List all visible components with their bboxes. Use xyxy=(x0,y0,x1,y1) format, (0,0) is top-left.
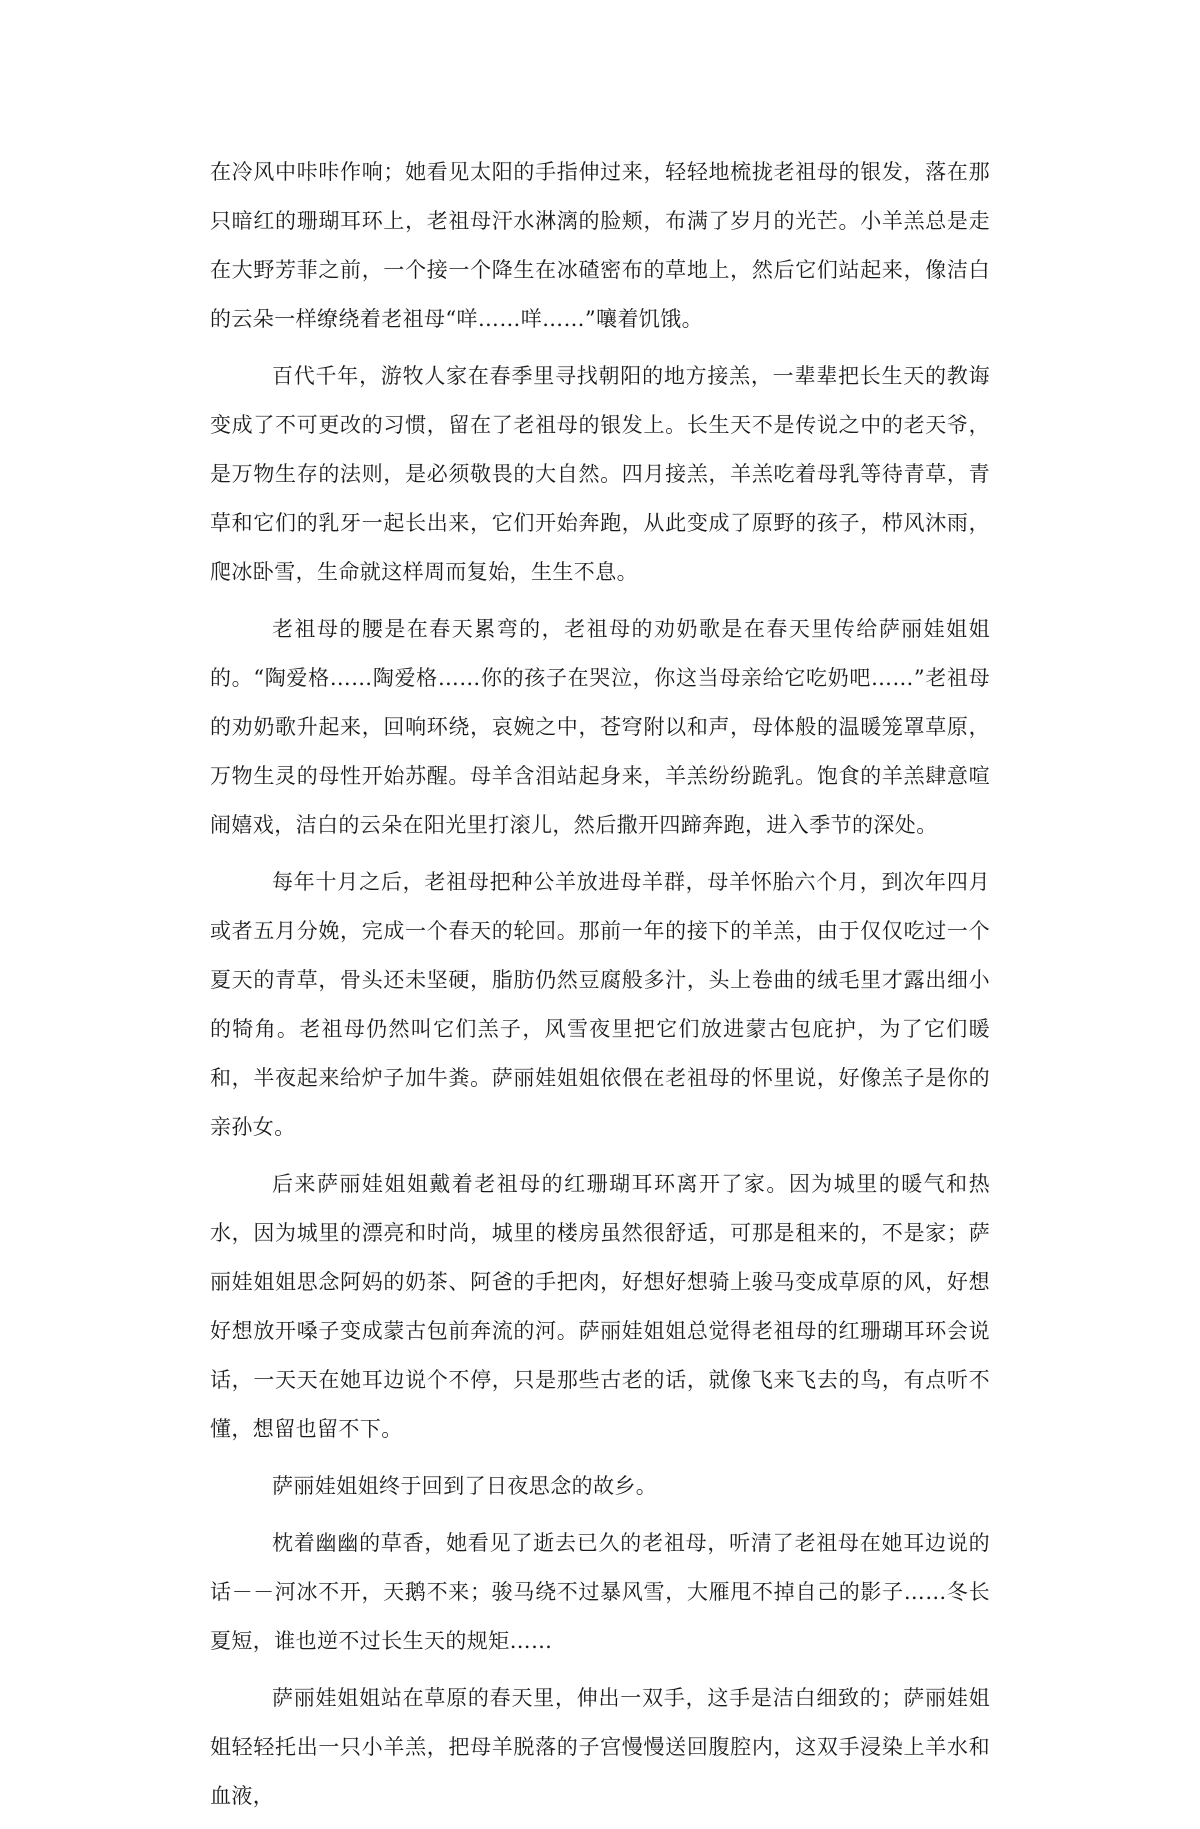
paragraph-7: 枕着幽幽的草香，她看见了逝去已久的老祖母，听清了老祖母在她耳边说的话－－河冰不开，天鹅不来；骏马绕不过暴风雪，大雁甩不掉自己的影子……冬长夏短，谁也逆不过长生天的规矩…… xyxy=(210,1531,990,1653)
paragraph-8: 萨丽娃姐姐站在草原的春天里，伸出一双手，这手是洁白细致的；萨丽娃姐姐轻轻托出一只小羊羔，把母羊脱落的子宫慢慢送回腹腔内，这双手浸染上羊水和血液， xyxy=(210,1686,990,1808)
paragraph-1: 在冷风中咔咔作响；她看见太阳的手指伸过来，轻轻地梳拢老祖母的银发，落在那只暗红的珊瑚耳环上，老祖母汗水淋漓的脸颊，布满了岁月的光芒。小羊羔总是走在大野芳菲之前，一个接一个降生在冰碴密布的草地上，然后它们站起来，像洁白的云朵一样缭绕着老祖母“咩……咩……”嚷着饥饿。 xyxy=(210,160,990,331)
paragraph-3: 老祖母的腰是在春天累弯的，老祖母的劝奶歌是在春天里传给萨丽娃姐姐的。“陶爱格……陶爱格……你的孩子在哭泣，你这当母亲给它吃奶吧……”老祖母的劝奶歌升起来，回响环绕，哀婉之中，苍穹附以和声，母体般的温暖笼罩草原，万物生灵的母性开始苏醒。母羊含泪站起身来，羊羔纷纷跪乳。饱食的羊羔肆意喧闹嬉戏，洁白的云朵在阳光里打滚儿，然后撒开四蹄奔跑，进入季节的深处。 xyxy=(210,617,990,837)
paragraph-4: 每年十月之后，老祖母把种公羊放进母羊群，母羊怀胎六个月，到次年四月或者五月分娩，完成一个春天的轮回。那前一年的接下的羊羔，由于仅仅吃过一个夏天的青草，骨头还未坚硬，脂肪仍然豆腐般多汁，头上卷曲的绒毛里才露出细小的犄角。老祖母仍然叫它们羔子，风雪夜里把它们放进蒙古包庇护，为了它们暖和，半夜起来给炉子加牛粪。萨丽娃姐姐依偎在老祖母的怀里说，好像羔子是你的亲孙女。 xyxy=(210,870,990,1139)
document-body xyxy=(210,148,990,1829)
paragraph-2: 百代千年，游牧人家在春季里寻找朝阳的地方接羔，一辈辈把长生天的教诲变成了不可更改的习惯，留在了老祖母的银发上。长生天不是传说之中的老天爷，是万物生存的法则，是必须敬畏的大自然。四月接羔，羊羔吃着母乳等待青草，青草和它们的乳牙一起长出来，它们开始奔跑，从此变成了原野的孩子，栉风沐雨，爬冰卧雪，生命就这样周而复始，生生不息。 xyxy=(210,364,990,584)
paragraph-5: 后来萨丽娃姐姐戴着老祖母的红珊瑚耳环离开了家。因为城里的暖气和热水，因为城里的漂亮和时尚，城里的楼房虽然很舒适，可那是租来的，不是家；萨丽娃姐姐思念阿妈的奶茶、阿爸的手把肉，好想好想骑上骏马变成草原的风，好想好想放开嗓子变成蒙古包前奔流的河。萨丽娃姐姐总觉得老祖母的红珊瑚耳环会说话，一天天在她耳边说个不停，只是那些古老的话，就像飞来飞去的鸟，有点听不懂，想留也留不下。 xyxy=(210,1172,990,1441)
paragraph-6: 萨丽娃姐姐终于回到了日夜思念的故乡。 xyxy=(272,1474,658,1498)
